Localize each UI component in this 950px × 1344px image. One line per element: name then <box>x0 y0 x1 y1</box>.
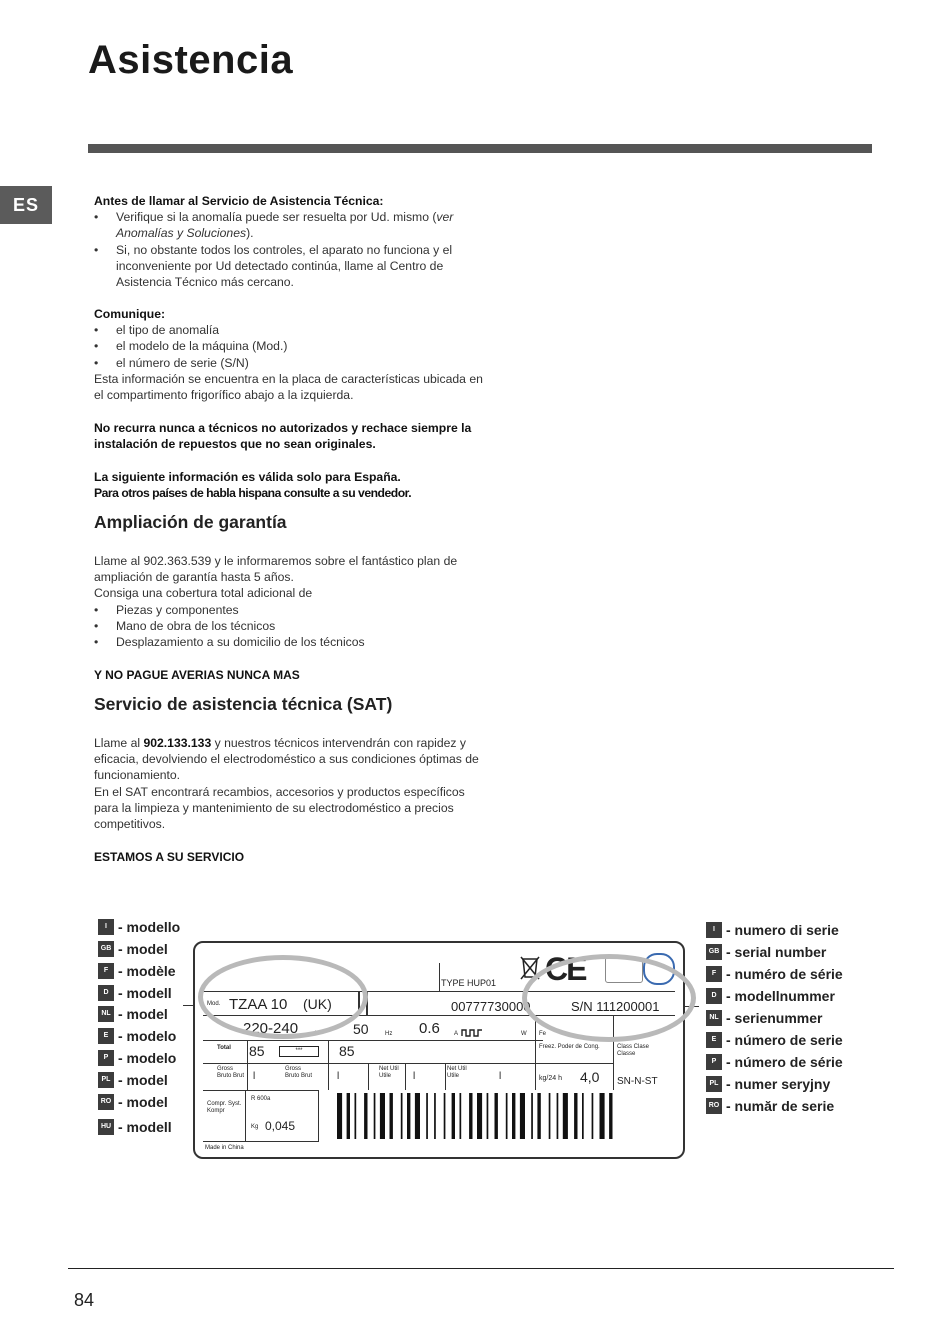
barcode-bar <box>549 1093 551 1139</box>
barcode <box>333 1093 663 1139</box>
list-item: • el tipo de anomalía <box>94 322 486 338</box>
legend-row: NL - serienummer <box>706 1010 822 1026</box>
legend-row: I - modello <box>98 919 180 935</box>
flag-icon: GB <box>706 944 722 960</box>
legend-row: RO - număr de serie <box>706 1098 834 1114</box>
plate-rule <box>245 1090 246 1142</box>
flag-icon: F <box>98 963 114 979</box>
warning-text: No recurra nunca a técnicos no autorizados y rechace siempre la instalación de repuestos que no sean originales. <box>94 421 472 452</box>
communicate-heading: Comunique: <box>94 307 166 321</box>
flag-icon: RO <box>98 1094 114 1110</box>
legend-row: PL - numer seryjny <box>706 1076 830 1092</box>
barcode-bar <box>592 1093 594 1139</box>
mod-label: Mod. <box>207 1001 221 1007</box>
flag-icon: P <box>98 1050 114 1066</box>
warranty-coverage: Consiga una cobertura total adicional de <box>94 586 313 601</box>
refrigerant-kg-value: 0,045 <box>265 1119 296 1133</box>
refrigerant-kg-label: Kg <box>251 1124 259 1130</box>
flag-icon: PL <box>98 1072 114 1088</box>
flag-icon: D <box>98 985 114 1001</box>
flag-icon: GB <box>98 941 114 957</box>
barcode-bar <box>452 1093 455 1139</box>
serial-highlight-ellipse <box>522 954 696 1042</box>
flag-icon: F <box>706 966 722 982</box>
freezer-stars-icon: *** <box>279 1046 319 1057</box>
warranty-section <box>94 553 486 650</box>
barcode-bar <box>460 1093 462 1139</box>
list-item: • Piezas y componentes <box>94 602 486 618</box>
barcode-bar <box>434 1093 436 1139</box>
flag-icon: NL <box>706 1010 722 1026</box>
freezing-capacity-unit: kg/24 h <box>539 1075 562 1082</box>
plate-rule <box>203 1040 543 1041</box>
barcode-bar <box>364 1093 367 1139</box>
list-item: • Desplazamiento a su domicilio de los técnicos <box>94 634 486 650</box>
warranty-title: Ampliación de garantía <box>94 512 287 532</box>
model-value: TZAA 10 <box>229 996 288 1013</box>
flag-icon: I <box>706 922 722 938</box>
spain-note-line2: Para otros países de habla hispana consulte a su vendedor. <box>94 486 412 501</box>
barcode-bar <box>506 1093 508 1139</box>
barcode-bar <box>537 1093 540 1139</box>
communicate-section <box>94 306 486 403</box>
barcode-bar <box>574 1093 577 1139</box>
barcode-bar <box>380 1093 385 1139</box>
barcode-bar <box>582 1093 584 1139</box>
defrost-icon <box>461 1027 483 1037</box>
plate-rule <box>203 1063 613 1064</box>
barcode-bar <box>407 1093 410 1139</box>
list-item: • el número de serie (S/N) <box>94 355 486 371</box>
frequency-unit: Hz <box>385 1031 393 1037</box>
climate-class-label: Class Clase Classe <box>617 1044 650 1057</box>
barcode-bar <box>477 1093 482 1139</box>
freezing-capacity-label: Freez. Poder de Cong. <box>539 1044 600 1050</box>
model-highlight-ellipse <box>198 955 368 1039</box>
freezing-capacity-value: 4,0 <box>580 1069 600 1085</box>
legend-row: GB - serial number <box>706 944 826 960</box>
legend-row: RO - model <box>98 1094 168 1110</box>
barcode-bar <box>557 1093 559 1139</box>
plate-rule <box>328 1040 329 1090</box>
flag-icon: NL <box>98 1006 114 1022</box>
legend-row: PL - model <box>98 1072 168 1088</box>
flag-icon: RO <box>706 1098 722 1114</box>
sat-tagline: ESTAMOS A SU SERVICIO <box>94 850 245 864</box>
barcode-bar <box>487 1093 489 1139</box>
spain-note <box>94 469 486 501</box>
legend-row: GB - model <box>98 941 168 957</box>
barcode-bar <box>609 1093 612 1139</box>
barcode-bar <box>600 1093 605 1139</box>
barcode-bar <box>520 1093 525 1139</box>
plate-rule <box>368 1063 369 1090</box>
barcode-bar <box>374 1093 376 1139</box>
frequency-value: 50 <box>353 1021 369 1037</box>
title-rule <box>88 144 872 153</box>
barcode-bar <box>512 1093 515 1139</box>
language-tab: ES <box>0 186 52 224</box>
refrigerant-type: R 600a <box>251 1096 271 1102</box>
plate-rule <box>405 1063 406 1090</box>
fe-label: Fe <box>539 1031 547 1037</box>
legend-row: HU - modell <box>98 1119 172 1135</box>
barcode-bar <box>444 1093 446 1139</box>
legend-row: D - modell <box>98 985 172 1001</box>
barcode-bar <box>563 1093 568 1139</box>
barcode-bar <box>337 1093 342 1139</box>
net-label: Net Util Utile <box>379 1066 399 1079</box>
total-value: 85 <box>249 1043 265 1059</box>
made-in: Made in China <box>205 1145 244 1151</box>
list-item: • Si, no obstante todos los controles, el aparato no funciona y el inconveniente por Ud detectado continúa, llame al Centro de Asistencia Técnico más cercano. <box>94 242 486 291</box>
plate-rule <box>535 1015 536 1090</box>
communicate-note: Esta información se encuentra en la placa de características ubicada en el compartimento frigorífico abajo a la izquierda. <box>94 371 483 403</box>
list-item: • Verifique si la anomalía puede ser resuelta por Ud. mismo (ver Anomalías y Soluciones). <box>94 209 486 241</box>
current-unit: A <box>454 1031 459 1037</box>
serial-number: S/N 111200001 <box>571 999 660 1014</box>
serial-legend <box>706 922 886 1122</box>
barcode-bar <box>415 1093 420 1139</box>
anomalies-reference: ver Anomalías y Soluciones <box>116 210 454 241</box>
sat-title: Servicio de asistencia técnica (SAT) <box>94 694 393 714</box>
current-value: 0.6 <box>419 1020 440 1037</box>
net-unit: l <box>499 1071 502 1082</box>
legend-row: I - numero di serie <box>706 922 839 938</box>
model-suffix: (UK) <box>303 996 332 1012</box>
barcode-bar <box>469 1093 472 1139</box>
legend-row: P - número de série <box>706 1054 843 1070</box>
flag-icon: HU <box>98 1119 114 1135</box>
gross-unit: l <box>337 1071 340 1082</box>
model-legend <box>98 919 198 1149</box>
page-title: Asistencia <box>88 38 294 82</box>
net-unit: l <box>413 1071 416 1082</box>
legend-row: E - modelo <box>98 1028 176 1044</box>
legend-row: P - modelo <box>98 1050 176 1066</box>
plate-rule <box>439 963 440 992</box>
plate-type: TYPE HUP01 <box>441 978 497 988</box>
sat-paragraph-2: En el SAT encontrará recambios, accesorios y productos específicos para la limpieza y mantenimiento de su electrodoméstico a precios competitivos. <box>94 784 465 832</box>
list-item: • Mano de obra de los técnicos <box>94 618 486 634</box>
voltage-unit: V~ <box>315 1031 323 1037</box>
warranty-tagline: Y NO PAGUE AVERIAS NUNCA MAS <box>94 668 300 682</box>
flag-icon: E <box>706 1032 722 1048</box>
total-label: Total <box>217 1045 231 1051</box>
gross-label: Gross Bruto Brut <box>217 1066 245 1079</box>
before-call-section <box>94 193 486 290</box>
list-item: • el modelo de la máquina (Mod.) <box>94 338 486 354</box>
page-number: 84 <box>74 1290 95 1310</box>
barcode-bar <box>390 1093 393 1139</box>
sat-paragraph-1: Llame al 902.133.133 y nuestros técnicos intervendrán con rapidez y eficacia, devolviendo el electrodoméstico a sus condiciones óptimas de funcionamiento. <box>94 736 479 783</box>
before-call-heading: Antes de llamar al Servicio de Asistencia Técnica: <box>94 194 384 208</box>
product-code: 00777730000 <box>451 999 531 1014</box>
flag-icon: D <box>706 988 722 1004</box>
legend-row: F - modèle <box>98 963 176 979</box>
legend-row: D - modellnummer <box>706 988 835 1004</box>
sat-section <box>94 735 486 832</box>
plate-rule <box>318 1090 319 1142</box>
barcode-bar <box>495 1093 498 1139</box>
plate-rule <box>445 1063 446 1090</box>
footer-rule <box>68 1268 894 1269</box>
barcode-bar <box>426 1093 428 1139</box>
flag-icon: E <box>98 1028 114 1044</box>
legend-row: NL - model <box>98 1006 168 1022</box>
barcode-bar <box>347 1093 350 1139</box>
star-compartment-value: 85 <box>339 1043 355 1059</box>
plate-rule <box>203 1090 318 1091</box>
gross-unit: l <box>253 1071 256 1082</box>
gross-label: Gross Bruto Brut <box>285 1066 313 1079</box>
voltage-value: 220-240 <box>243 1020 299 1037</box>
spain-note-line1: La siguiente información es válida solo para España. <box>94 470 401 484</box>
ce-mark: CE <box>545 951 586 987</box>
plate-rule <box>203 1141 318 1142</box>
warranty-paragraph: Llame al 902.363.539 y le informaremos sobre el fantástico plan de ampliación de garantía hasta 5 años. <box>94 554 458 585</box>
flag-icon: P <box>706 1054 722 1070</box>
legend-row: F - numéro de série <box>706 966 843 982</box>
flag-icon: I <box>98 919 114 935</box>
compressor-label: Compr. Syst. Kompr <box>207 1101 242 1114</box>
sat-phone: 902.133.133 <box>143 736 212 750</box>
barcode-bar <box>355 1093 357 1139</box>
net-label: Net Util Utile <box>447 1066 467 1079</box>
power-unit: W <box>521 1031 527 1037</box>
barcode-bar <box>531 1093 533 1139</box>
flag-icon: PL <box>706 1076 722 1092</box>
legend-row: E - número de serie <box>706 1032 843 1048</box>
plate-rule <box>247 1040 248 1090</box>
barcode-bar <box>401 1093 403 1139</box>
climate-class-value: SN-N-ST <box>617 1076 658 1087</box>
